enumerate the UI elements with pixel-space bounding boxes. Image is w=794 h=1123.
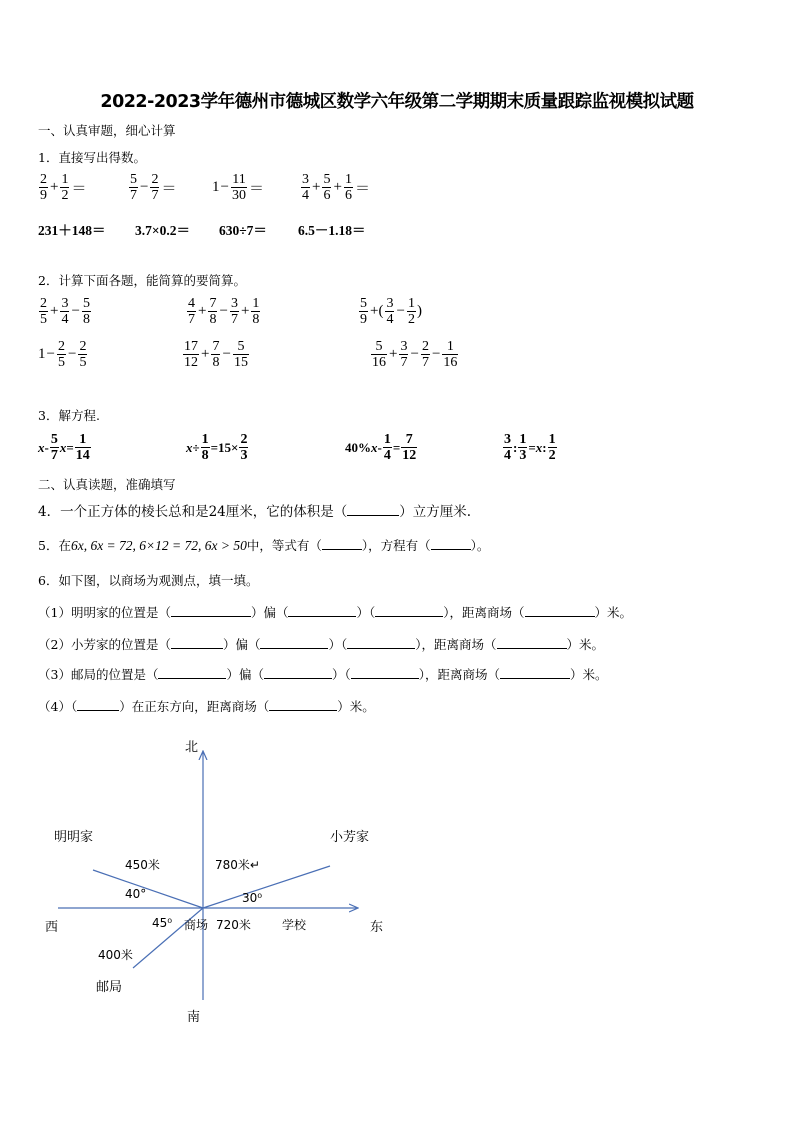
west-label: 西	[45, 920, 59, 935]
q6-sub-2: （2）小芳家的位置是（ ）偏（ ）（ ），距离商场（ ）米。	[38, 637, 605, 652]
q3-eq-4: $\frac{3}{4}$ : $\frac{1}{3}$ = x : $\frac{1}{2}$	[504, 432, 556, 463]
q2-expr-5: $\frac{17}{12}$ + $\frac{7}{8}$ − $\frac{5}{15}$	[184, 339, 248, 370]
xiaofang-label: 小芳家	[330, 830, 370, 845]
q6-label: 6．如下图，以商场为观测点，填一填。	[38, 573, 259, 588]
q3-label: 3．解方程.	[38, 408, 100, 423]
q2-label: 2．计算下面各题，能简算的要简算。	[38, 273, 246, 288]
q2-expr-2: $\frac{4}{7}$ + $\frac{7}{8}$ − $\frac{3}{7}$ + $\frac{1}{8}$	[188, 296, 260, 327]
q1-expr-1: $\frac{2}{9}$ + $\frac{1}{2}$ ＝	[40, 172, 87, 203]
post-office-label: 邮局	[96, 980, 123, 995]
q2-expr-1: $\frac{2}{5}$ + $\frac{3}{4}$ − $\frac{5}{8}$	[40, 296, 90, 327]
mingming-distance: 450米	[125, 858, 160, 872]
page-title: 2022-2023学年德州市德城区数学六年级第二学期期末质量跟踪监视模拟试题	[100, 92, 694, 112]
q6-sub-1: （1）明明家的位置是（ ）偏（ ）（ ），距离商场（ ）米。	[38, 605, 633, 620]
q6-sub-4: （4）（ ）在正东方向，距离商场（ ）米。	[38, 699, 375, 714]
ray-mingming	[93, 870, 203, 908]
q1-label: 1．直接写出得数。	[38, 150, 146, 165]
q1-expr-4: $\frac{3}{4}$ + $\frac{5}{6}$ + $\frac{1}{6}$ ＝	[302, 172, 370, 203]
q1-row2-item: 6.5－1.18＝	[298, 223, 366, 238]
east-label: 东	[370, 920, 384, 935]
xiaofang-distance: 780米↵	[215, 858, 260, 872]
q3-eq-2: x ÷ $\frac{1}{8}$ =15× $\frac{2}{3}$	[186, 432, 248, 463]
q1-row2-item: 3.7×0.2＝	[135, 223, 190, 238]
q2-expr-3: $\frac{5}{9}$ +( $\frac{3}{4}$ − $\frac{1}{2}$ )	[360, 296, 422, 327]
section-2-heading: 二、认真读题，准确填写	[38, 477, 176, 492]
south-label: 南	[187, 1010, 201, 1025]
q2-expr-4: 1 − $\frac{2}{5}$ − $\frac{2}{5}$	[38, 339, 87, 370]
xiaofang-angle: 30⁰	[242, 891, 263, 905]
q3-eq-1: x - $\frac{5}{7}$ x = $\frac{1}{14}$	[38, 432, 90, 463]
school-distance: 720米	[216, 918, 251, 932]
q1-expr-3: 1 − $\frac{11}{30}$ ＝	[212, 172, 264, 203]
q1-row2-item: 231＋148＝	[38, 223, 106, 238]
mingming-label: 明明家	[54, 830, 94, 845]
q2-expr-6: $\frac{5}{16}$ + $\frac{3}{7}$ − $\frac{2}{7}$ − $\frac{1}{16}$	[372, 339, 458, 370]
q1-row2-item: 630÷7＝	[219, 223, 267, 238]
q3-eq-3: 40% x - $\frac{1}{4}$ = $\frac{7}{12}$	[345, 432, 417, 463]
school-label: 学校	[282, 918, 307, 932]
post-distance: 400米	[98, 948, 133, 962]
q1-expr-2: $\frac{5}{7}$ − $\frac{2}{7}$ ＝	[130, 172, 177, 203]
q5-text: 5．在6x, 6x = 72, 6×12 = 72, 6x > 50中，等式有（ ），方程有（ ）。	[38, 538, 490, 553]
post-angle: 45⁰	[152, 916, 173, 930]
section-1-heading: 一、认真审题，细心计算	[38, 123, 176, 138]
q6-sub-3: （3）邮局的位置是（ ）偏（ ）（ ），距离商场（ ）米。	[38, 667, 608, 682]
q4-text: 4．一个正方体的棱长总和是24厘米，它的体积是（ ）立方厘米.	[38, 504, 472, 520]
mall-label: 商场	[184, 918, 209, 932]
north-label: 北	[185, 740, 199, 755]
mingming-angle: 40°	[125, 887, 147, 901]
